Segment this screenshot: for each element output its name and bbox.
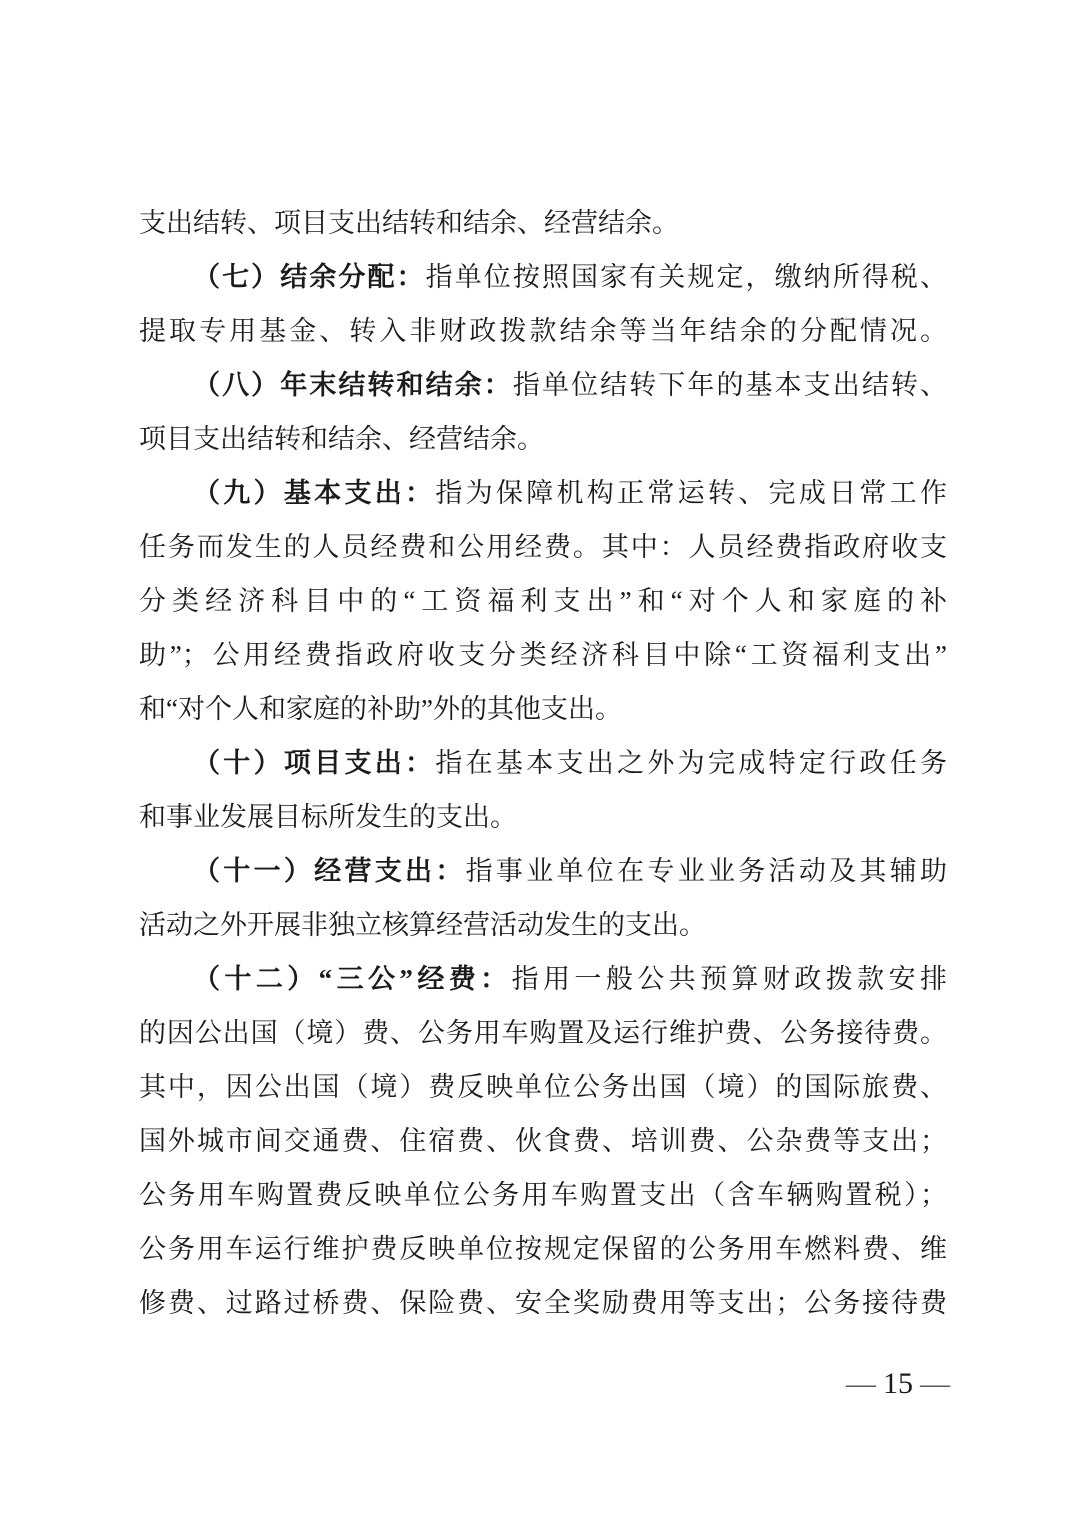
- paragraph-heading: （九）基本支出：: [193, 478, 436, 508]
- paragraph-heading: （十）项目支出：: [193, 748, 436, 778]
- text-segment: 公务用车购置费反映单位公务用车购置支出（含车辆购置税）；: [139, 1180, 947, 1210]
- text-line: [139, 1168, 947, 1222]
- text-segment: 助”；公用经费指政府收支分类经济科目中除“工资福利支出”: [139, 640, 947, 670]
- text-segment: 指为保障机构正常运转、完成日常工作: [435, 478, 948, 508]
- text-segment: 的因公出国（境）费、公务用车购置及运行维护费、公务接待费。: [139, 1018, 947, 1048]
- text-line: [139, 682, 947, 736]
- text-line: [139, 412, 947, 466]
- text-segment: 指单位结转下年的基本支出结转、: [512, 370, 948, 400]
- paragraph-heading: （七）结余分配：: [193, 262, 426, 292]
- text-segment: 其中，因公出国（境）费反映单位公务出国（境）的国际旅费、: [139, 1072, 947, 1102]
- text-line: [139, 1006, 947, 1060]
- text-line: [139, 952, 947, 1006]
- page-number: 15: [883, 1367, 913, 1400]
- text-segment: 支出结转、项目支出结转和结余、经营结余。: [139, 208, 679, 238]
- text-line: [139, 1114, 947, 1168]
- paragraph-heading: （十二）“三公”经费：: [193, 964, 512, 994]
- text-line: [139, 898, 947, 952]
- text-segment: 指单位按照国家有关规定，缴纳所得税、: [425, 262, 947, 292]
- text-line: [139, 196, 947, 250]
- text-line: [139, 736, 947, 790]
- text-line: [139, 844, 947, 898]
- text-line: [139, 466, 947, 520]
- text-segment: 活动之外开展非独立核算经营活动发生的支出。: [139, 910, 706, 940]
- text-segment: 公务用车运行维护费反映单位按规定保留的公务用车燃料费、维: [139, 1234, 947, 1264]
- text-segment: 和“对个人和家庭的补助”外的其他支出。: [139, 694, 622, 724]
- text-segment: 项目支出结转和结余、经营结余。: [139, 424, 544, 454]
- text-line: [139, 628, 947, 682]
- text-segment: 指在基本支出之外为完成特定行政任务: [435, 748, 948, 778]
- paragraph-heading: （十一）经营支出：: [193, 856, 466, 886]
- text-line: [139, 790, 947, 844]
- text-line: [139, 304, 947, 358]
- text-line: [139, 574, 947, 628]
- text-segment: 任务而发生的人员经费和公用经费。其中：人员经费指政府收支: [139, 532, 947, 562]
- page-footer: [839, 1364, 957, 1404]
- paragraph-heading: （八）年末结转和结余：: [193, 370, 513, 400]
- text-segment: 修费、过路过桥费、保险费、安全奖励费用等支出；公务接待费: [139, 1288, 947, 1318]
- text-segment: 国外城市间交通费、住宿费、伙食费、培训费、公杂费等支出；: [139, 1126, 947, 1156]
- text-segment: 指用一般公共预算财政拨款安排: [511, 964, 948, 994]
- text-line: [139, 1276, 947, 1330]
- text-line: [139, 520, 947, 574]
- footer-dash-right: —: [920, 1367, 950, 1400]
- footer-dash-left: —: [846, 1367, 876, 1400]
- text-block: [139, 196, 947, 1330]
- text-line: [139, 250, 947, 304]
- text-segment: 和事业发展目标所发生的支出。: [139, 802, 517, 832]
- text-line: [139, 1060, 947, 1114]
- text-line: [139, 358, 947, 412]
- text-segment: 提取专用基金、转入非财政拨款结余等当年结余的分配情况。: [139, 316, 947, 346]
- text-segment: 分类经济科目中的“工资福利支出”和“对个人和家庭的补: [139, 586, 947, 616]
- text-segment: 指事业单位在专业业务活动及其辅助: [465, 856, 947, 886]
- text-line: [139, 1222, 947, 1276]
